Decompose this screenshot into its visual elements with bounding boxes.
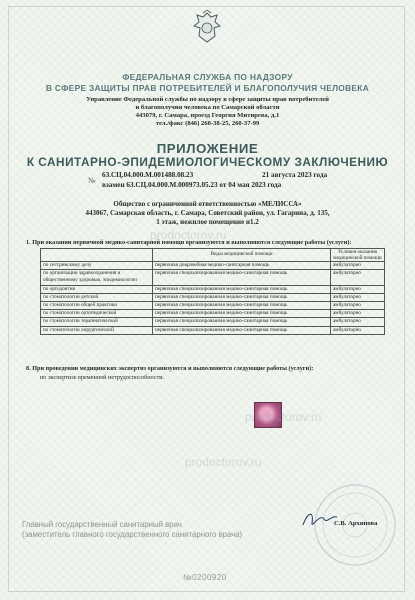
watermark: prodoctorov.ru	[150, 228, 227, 242]
department-phone: тел./факс (846) 260-38-25, 260-37-99	[155, 120, 260, 127]
signer-position-line2: (заместитель главного государственного санитарного врача)	[22, 530, 243, 539]
department-line1: Управление Федеральной службы по надзору в сфере защиты прав потребителей	[86, 96, 329, 103]
work-cell: по стоматологии хирургической	[41, 326, 153, 334]
table-row	[41, 293, 385, 301]
signer-name: С.В. Архипова	[334, 520, 378, 527]
table-row	[41, 326, 385, 334]
conclusion-date: 21 августа 2023 года	[262, 171, 328, 179]
care-type-cell: первичная специализированная медико-санитарная помощь	[153, 318, 331, 326]
work-cell: по стоматологии терапевтической	[41, 318, 153, 326]
section2-item: по экспертизе временной нетрудоспособности.	[40, 374, 165, 381]
section1-title: 1. При оказании первичной медико-санитарной помощи организуются и выполняются следующие работы (услуги):	[26, 239, 352, 246]
work-cell: по ортодонтии	[41, 285, 153, 293]
handwritten-signature	[300, 505, 340, 533]
care-conditions-cell: амбулаторно	[331, 270, 385, 285]
care-type-cell: первичная специализированная медико-санитарная помощь	[153, 326, 331, 334]
document-title-line2: К САНИТАРНО-ЭПИДЕМИОЛОГИЧЕСКОМУ ЗАКЛЮЧЕНИЮ	[26, 155, 389, 169]
signer-position-line1: Главный государственный санитарный врач	[22, 520, 182, 529]
coat-of-arms-icon	[190, 10, 224, 46]
care-type-cell: первичная специализированная медико-санитарная помощь	[153, 270, 331, 285]
works-column-header	[41, 249, 153, 262]
number-sign: №	[88, 176, 96, 185]
care-conditions-cell: амбулаторно	[331, 302, 385, 310]
care-type-cell: первичная специализированная медико-санитарная помощь	[153, 293, 331, 301]
care-conditions-cell: амбулаторно	[331, 293, 385, 301]
work-cell: по организации здравоохранения и общественному здоровью, эпидемиологии	[41, 270, 153, 285]
organization-name: Общество с ограниченной ответственностью «МЕЛИССА»	[113, 200, 302, 208]
care-conditions-cell: амбулаторно	[331, 310, 385, 318]
agency-title-line2: В СФЕРЕ ЗАЩИТЫ ПРАВ ПОТРЕБИТЕЛЕЙ И БЛАГОПОЛУЧИЯ ЧЕЛОВЕКА	[45, 83, 370, 93]
table-row	[41, 262, 385, 270]
care-type-column-header: Виды медицинской помощи	[153, 249, 331, 262]
care-type-cell: первичная специализированная медико-санитарная помощь	[153, 310, 331, 318]
care-conditions-cell: амбулаторно	[331, 326, 385, 334]
care-type-cell: первичная доврачебная медико-санитарная помощь	[153, 262, 331, 270]
department-line2: и благополучия человека по Самарской области	[135, 104, 280, 111]
care-type-cell: первичная специализированная медико-санитарная помощь	[153, 302, 331, 310]
work-cell: по стоматологии общей практики	[41, 302, 153, 310]
section2-title: 8. При проведении медицинских экспертиз организуются и выполняются следующие работы (услуги):	[26, 365, 314, 372]
care-conditions-cell: амбулаторно	[331, 262, 385, 270]
work-cell: по стоматологии ортопедической	[41, 310, 153, 318]
work-cell: по сестринскому делу	[41, 262, 153, 270]
department-address: 443079, г. Самара, проезд Георгия Митирева, д.1	[135, 112, 280, 119]
watermark: prodoctorov.ru	[245, 410, 322, 424]
table-row	[41, 285, 385, 293]
watermark: prodoctorov.ru	[185, 455, 262, 469]
table-row	[41, 318, 385, 326]
care-conditions-cell: амбулаторно	[331, 285, 385, 293]
table-header-row	[41, 249, 385, 262]
replaced-conclusion: взамен 63.СЦ.04.000.М.000973.05.23 от 04 мая 2023 года	[102, 181, 282, 189]
care-conditions-cell: амбулаторно	[331, 318, 385, 326]
care-conditions-column-header: Условия оказания медицинской помощи	[331, 249, 385, 262]
form-serial-number: №0200920	[183, 573, 227, 582]
work-cell: по стоматологии детской	[41, 293, 153, 301]
works-table	[40, 248, 385, 335]
organization-address-line2: 1 этаж, нежилое помещение н1.2	[156, 218, 259, 226]
agency-title-line1: ФЕДЕРАЛЬНАЯ СЛУЖБА ПО НАДЗОРУ	[122, 72, 293, 82]
conclusion-number: 63.СЦ.04.000.М.001488.08.23	[102, 171, 194, 179]
organization-address-line1: 443067, Самарская область, г. Самара, Советский район, ул. Гагарина, д. 135,	[85, 209, 330, 217]
table-row	[41, 310, 385, 318]
table-row	[41, 270, 385, 285]
care-type-cell: первичная специализированная медико-санитарная помощь	[153, 285, 331, 293]
document-title-line1: ПРИЛОЖЕНИЕ	[156, 141, 259, 156]
table-row	[41, 302, 385, 310]
